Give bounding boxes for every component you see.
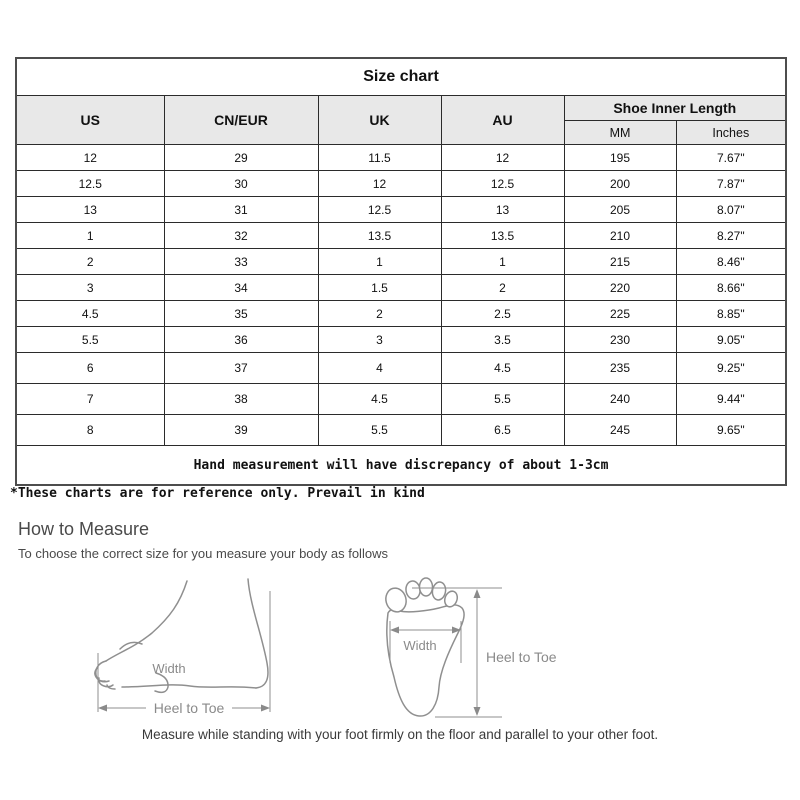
table-cell: 7.87"	[676, 171, 786, 197]
table-row	[16, 275, 786, 301]
table-cell: 1.5	[318, 275, 441, 301]
size-chart-table	[15, 57, 787, 486]
table-cell: 8.85"	[676, 301, 786, 327]
table-cell: 4.5	[16, 301, 164, 327]
table-cell: 6	[16, 353, 164, 384]
table-cell: 6.5	[441, 415, 564, 446]
reference-note: *These charts are for reference only. Prevail in kind	[10, 486, 425, 501]
table-cell: 240	[564, 384, 676, 415]
table-cell: 7	[16, 384, 164, 415]
table-cell: 5.5	[318, 415, 441, 446]
table-cell: 30	[164, 171, 318, 197]
table-cell: 245	[564, 415, 676, 446]
table-cell: 13	[16, 197, 164, 223]
table-cell: 13	[441, 197, 564, 223]
table-cell: 210	[564, 223, 676, 249]
table-row	[16, 249, 786, 275]
table-cell: 3	[16, 275, 164, 301]
table-cell: 38	[164, 384, 318, 415]
table-cell: 5.5	[441, 384, 564, 415]
table-cell: 36	[164, 327, 318, 353]
table-cell: 200	[564, 171, 676, 197]
column-header-mm: MM	[564, 121, 676, 145]
table-header-row	[16, 96, 786, 121]
column-header-uk: UK	[318, 96, 441, 145]
table-cell: 33	[164, 249, 318, 275]
column-header-inner-length: Shoe Inner Length	[564, 96, 786, 121]
side-width-label: Width	[152, 661, 186, 676]
table-footnote: Hand measurement will have discrepancy of about 1-3cm	[16, 446, 786, 486]
table-cell: 8.66"	[676, 275, 786, 301]
table-row	[16, 197, 786, 223]
table-row	[16, 301, 786, 327]
table-cell: 31	[164, 197, 318, 223]
table-cell: 215	[564, 249, 676, 275]
table-row	[16, 327, 786, 353]
foot-side-view-diagram	[90, 575, 300, 725]
table-cell: 5.5	[16, 327, 164, 353]
column-header-au: AU	[441, 96, 564, 145]
table-cell: 37	[164, 353, 318, 384]
table-title: Size chart	[16, 58, 786, 96]
table-cell: 12.5	[318, 197, 441, 223]
table-cell: 12.5	[16, 171, 164, 197]
table-cell: 13.5	[441, 223, 564, 249]
table-cell: 235	[564, 353, 676, 384]
table-cell: 7.67"	[676, 145, 786, 171]
table-cell: 1	[441, 249, 564, 275]
how-to-measure-title: How to Measure	[18, 519, 150, 539]
table-row	[16, 384, 786, 415]
table-cell: 8.27"	[676, 223, 786, 249]
table-cell: 8.07"	[676, 197, 786, 223]
table-cell: 225	[564, 301, 676, 327]
table-cell: 8	[16, 415, 164, 446]
column-header-inches: Inches	[676, 121, 786, 145]
table-cell: 35	[164, 301, 318, 327]
table-cell: 12	[318, 171, 441, 197]
table-cell: 4.5	[318, 384, 441, 415]
table-cell: 205	[564, 197, 676, 223]
table-cell: 195	[564, 145, 676, 171]
table-cell: 1	[318, 249, 441, 275]
bottom-width-label: Width	[403, 638, 437, 653]
table-row	[16, 415, 786, 446]
table-cell: 230	[564, 327, 676, 353]
table-cell: 9.25"	[676, 353, 786, 384]
table-cell: 12	[441, 145, 564, 171]
table-row	[16, 171, 786, 197]
table-cell: 9.44"	[676, 384, 786, 415]
table-cell: 29	[164, 145, 318, 171]
measure-caption: Measure while standing with your foot firmly on the floor and parallel to your other foot.	[141, 727, 659, 742]
bottom-heel-to-toe-label: Heel to Toe	[486, 649, 557, 665]
table-row	[16, 353, 786, 384]
table-row	[16, 223, 786, 249]
table-cell: 1	[16, 223, 164, 249]
table-cell: 2	[16, 249, 164, 275]
table-cell: 4.5	[441, 353, 564, 384]
table-cell: 11.5	[318, 145, 441, 171]
table-cell: 9.05"	[676, 327, 786, 353]
table-row	[16, 145, 786, 171]
table-cell: 220	[564, 275, 676, 301]
table-title-row	[16, 58, 786, 96]
column-header-us: US	[16, 96, 164, 145]
table-cell: 4	[318, 353, 441, 384]
table-cell: 3.5	[441, 327, 564, 353]
table-cell: 2	[318, 301, 441, 327]
how-to-measure-subtitle: To choose the correct size for you measure your body as follows	[18, 546, 388, 561]
table-cell: 12.5	[441, 171, 564, 197]
size-table-body	[16, 145, 786, 446]
side-heel-to-toe-label: Heel to Toe	[153, 700, 225, 716]
table-cell: 39	[164, 415, 318, 446]
table-cell: 8.46"	[676, 249, 786, 275]
column-header-cn-eur: CN/EUR	[164, 96, 318, 145]
table-cell: 3	[318, 327, 441, 353]
table-cell: 12	[16, 145, 164, 171]
table-cell: 13.5	[318, 223, 441, 249]
table-cell: 2.5	[441, 301, 564, 327]
table-cell: 32	[164, 223, 318, 249]
table-cell: 9.65"	[676, 415, 786, 446]
table-cell: 2	[441, 275, 564, 301]
table-footnote-row	[16, 446, 786, 486]
table-cell: 34	[164, 275, 318, 301]
foot-bottom-view-diagram	[360, 575, 580, 725]
